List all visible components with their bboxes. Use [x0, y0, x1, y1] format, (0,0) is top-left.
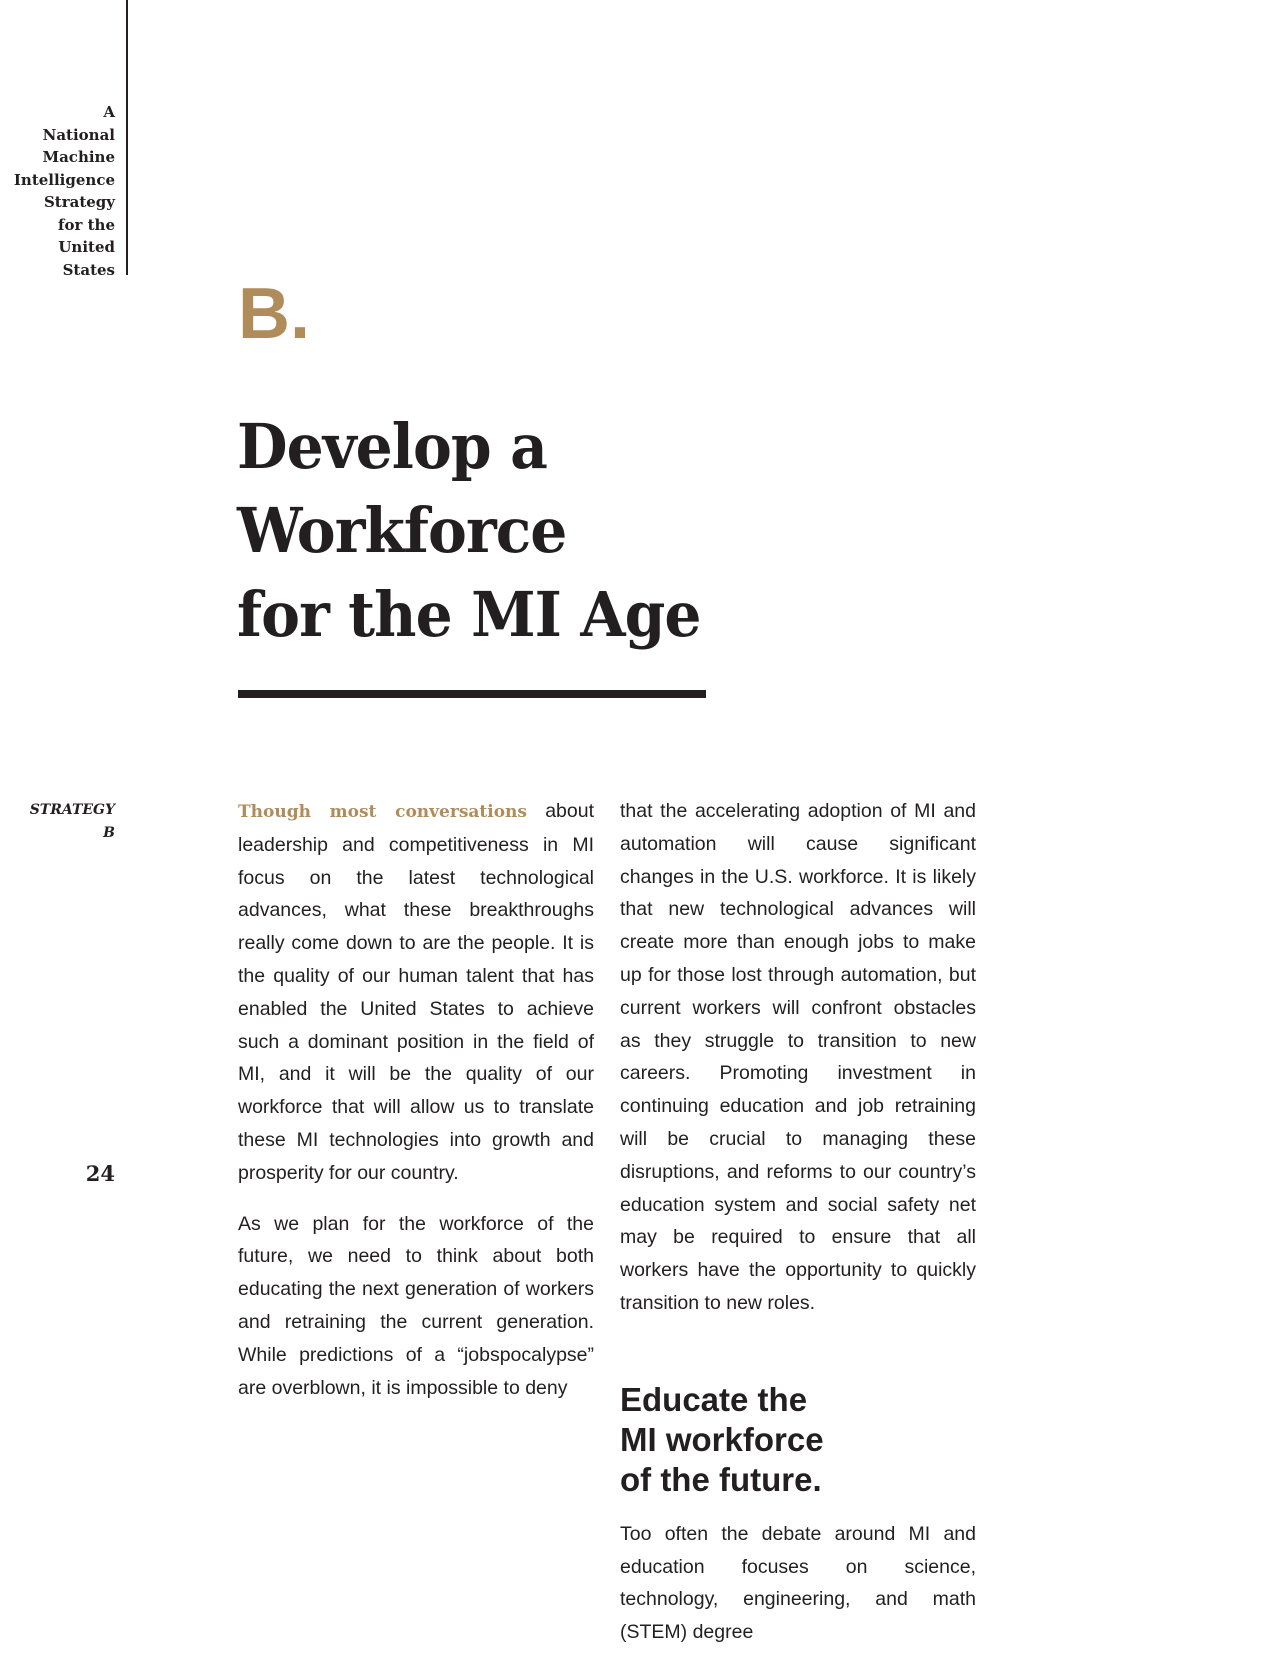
- section-title-line: Develop a: [237, 410, 547, 483]
- paragraph-workforce: As we plan for the workforce of the future, we need to think about both educating the next generation of workers and retraining the current generation. While predictions of a “jobspocalypse” are overblown, it is impossible to deny: [238, 1212, 594, 1399]
- running-title-line: Strategy: [43, 193, 115, 211]
- paragraph-intro: [238, 795, 594, 1190]
- section-title-line: Workforce: [237, 494, 567, 567]
- running-title-line: National: [42, 125, 115, 144]
- subhead-line: of the future.: [620, 1460, 822, 1498]
- subhead: [620, 1380, 976, 1500]
- running-title-line: States: [62, 260, 115, 279]
- title-underline: [238, 690, 706, 698]
- running-title: [0, 101, 115, 281]
- strategy-label: [0, 799, 115, 845]
- section-title-line: for the MI Age: [237, 578, 701, 651]
- subhead-line: MI workforce: [620, 1420, 824, 1458]
- running-title-line: Machine: [42, 148, 115, 166]
- running-title-line: for the: [58, 215, 115, 234]
- lead-in: Though most conversations: [238, 802, 527, 822]
- header-rule: [126, 0, 128, 275]
- paragraph-workforce-continued: that the accelerating adoption of MI and automation will cause significant changes in the U.S. workforce. It is likely that new technological advances will create more than enough jobs to make up for those lost through automation, but current workers will confront obstacles as they struggle to transition to new careers. Promoting investment in continuing education and job retraining will be crucial to managing these disruptions, and reforms to our country’s education system and social safety net may be required to ensure that all workers have the opportunity to quickly transition to new roles.: [620, 800, 976, 1314]
- paragraph-intro-text: about leadership and competitiveness in MI focus on the latest technological advances, what these breakthroughs really come down to are the people. It is the quality of our human talent that has enabled the United States to achieve such a dominant position in the field of MI, and it will be the quality of our workforce that will allow us to translate these MI technologies into growth and prosperity for our country.: [238, 800, 594, 1184]
- body-column-left: [238, 795, 594, 1422]
- running-title-line: United: [58, 238, 115, 256]
- subhead-line: Educate the: [620, 1380, 808, 1418]
- section-letter: B.: [238, 274, 310, 354]
- strategy-label-line: STRATEGY: [29, 802, 115, 818]
- paragraph-education: Too often the debate around MI and education focuses on science, technology, engineering, and math (STEM) degree: [620, 1522, 976, 1644]
- page-number: 24: [85, 1161, 115, 1186]
- section-title: [237, 405, 726, 657]
- running-title-line: A: [103, 103, 115, 121]
- running-title-line: Intelligence: [13, 170, 115, 189]
- body-column-right: [620, 795, 976, 1667]
- strategy-label-line: B: [103, 825, 115, 841]
